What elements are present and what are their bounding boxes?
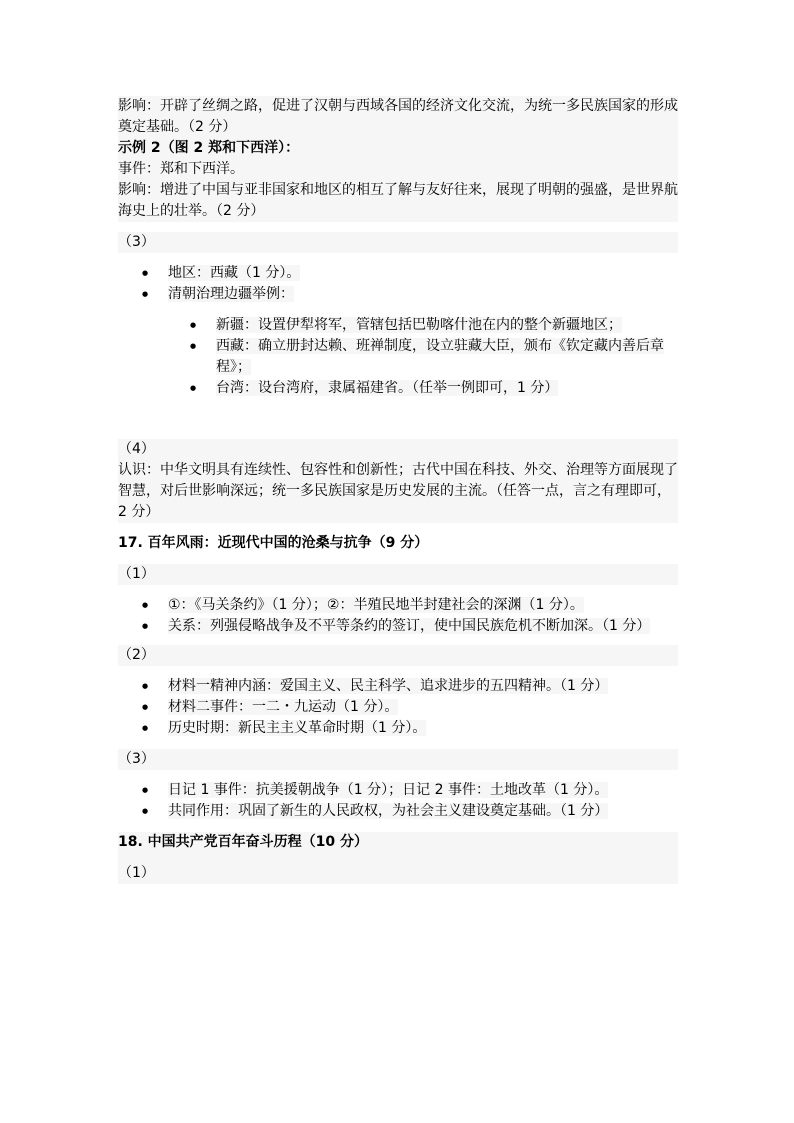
- q16-4-block: [118, 439, 678, 523]
- q16-4-label: （4）: [118, 441, 155, 457]
- q16-3-examples: [118, 315, 678, 399]
- q17-1-label: （1）: [118, 566, 155, 582]
- example2-block: [118, 138, 678, 222]
- q18-title-row: [118, 832, 678, 853]
- list-item: ● 地区：西藏（1 分）。: [118, 263, 678, 284]
- example1-influence: 影响：开辟了丝绸之路，促进了汉朝与西域各国的经济文化交流，为统一多民族国家的形成奠定基础。（2 分）: [118, 98, 678, 135]
- q17-title: 17. 百年风雨：近现代中国的沧桑与抗争（9 分）: [118, 535, 429, 551]
- answer-content: [118, 96, 678, 884]
- q18-1-label-row: [118, 863, 678, 884]
- example2-event: 事件：郑和下西洋。: [118, 161, 244, 177]
- list-item: ● 材料一精神内涵：爱国主义、民主科学、追求进步的五四精神。（1 分）: [118, 676, 678, 697]
- list-item: ● 历史时期：新民主主义革命时期（1 分）。: [118, 718, 678, 739]
- list-item: ● 材料二事件：一二・九运动（1 分）。: [118, 697, 678, 718]
- q17-1-label-row: [118, 564, 678, 585]
- q18-title: 18. 中国共产党百年奋斗历程（10 分）: [118, 834, 369, 850]
- example2-title: 示例 2（图 2 郑和下西洋）：: [118, 140, 300, 156]
- list-item: ● 西藏：确立册封达赖、班禅制度，设立驻藏大臣，颁布《钦定藏内善后章程》；: [118, 336, 678, 378]
- q17-3-label: （3）: [118, 751, 155, 767]
- q17-3-list: [118, 780, 678, 822]
- q17-2-list: [118, 676, 678, 739]
- example2-influence: 影响：增进了中国与亚非国家和地区的相互了解与友好往来，展现了明朝的强盛，是世界航海史上的壮举。（2 分）: [118, 182, 678, 219]
- q16-3-label-row: [118, 232, 678, 253]
- list-item: ● 新疆：设置伊犁将军，管辖包括巴勒喀什池在内的整个新疆地区；: [118, 315, 678, 336]
- q16-4-text: 认识：中华文明具有连续性、包容性和创新性；古代中国在科技、外交、治理等方面展现了智慧，对后世影响深远；统一多民族国家是历史发展的主流。（任答一点，言之有理即可，2 分）: [118, 462, 678, 520]
- q16-3-list: [118, 263, 678, 305]
- list-item: ● 日记 1 事件：抗美援朝战争（1 分）；日记 2 事件：土地改革（1 分）。: [118, 780, 678, 801]
- list-item: ● 关系：列强侵略战争及不平等条约的签订，使中国民族危机不断加深。（1 分）: [118, 616, 678, 637]
- q17-1-list: [118, 595, 678, 637]
- q16-3-label: （3）: [118, 234, 155, 250]
- example1-block: [118, 96, 678, 138]
- q17-2-label-row: [118, 645, 678, 666]
- q17-3-label-row: [118, 749, 678, 770]
- list-item: ● 共同作用：巩固了新生的人民政权，为社会主义建设奠定基础。（1 分）: [118, 801, 678, 822]
- list-item: ● ①：《马关条约》（1 分）；②：半殖民地半封建社会的深渊（1 分）。: [118, 595, 678, 616]
- list-item: ● 清朝治理边疆举例：: [118, 284, 678, 305]
- list-item: ● 台湾：设台湾府，隶属福建省。（任举一例即可，1 分）: [118, 378, 678, 399]
- q18-1-label: （1）: [118, 865, 155, 881]
- q17-2-label: （2）: [118, 647, 155, 663]
